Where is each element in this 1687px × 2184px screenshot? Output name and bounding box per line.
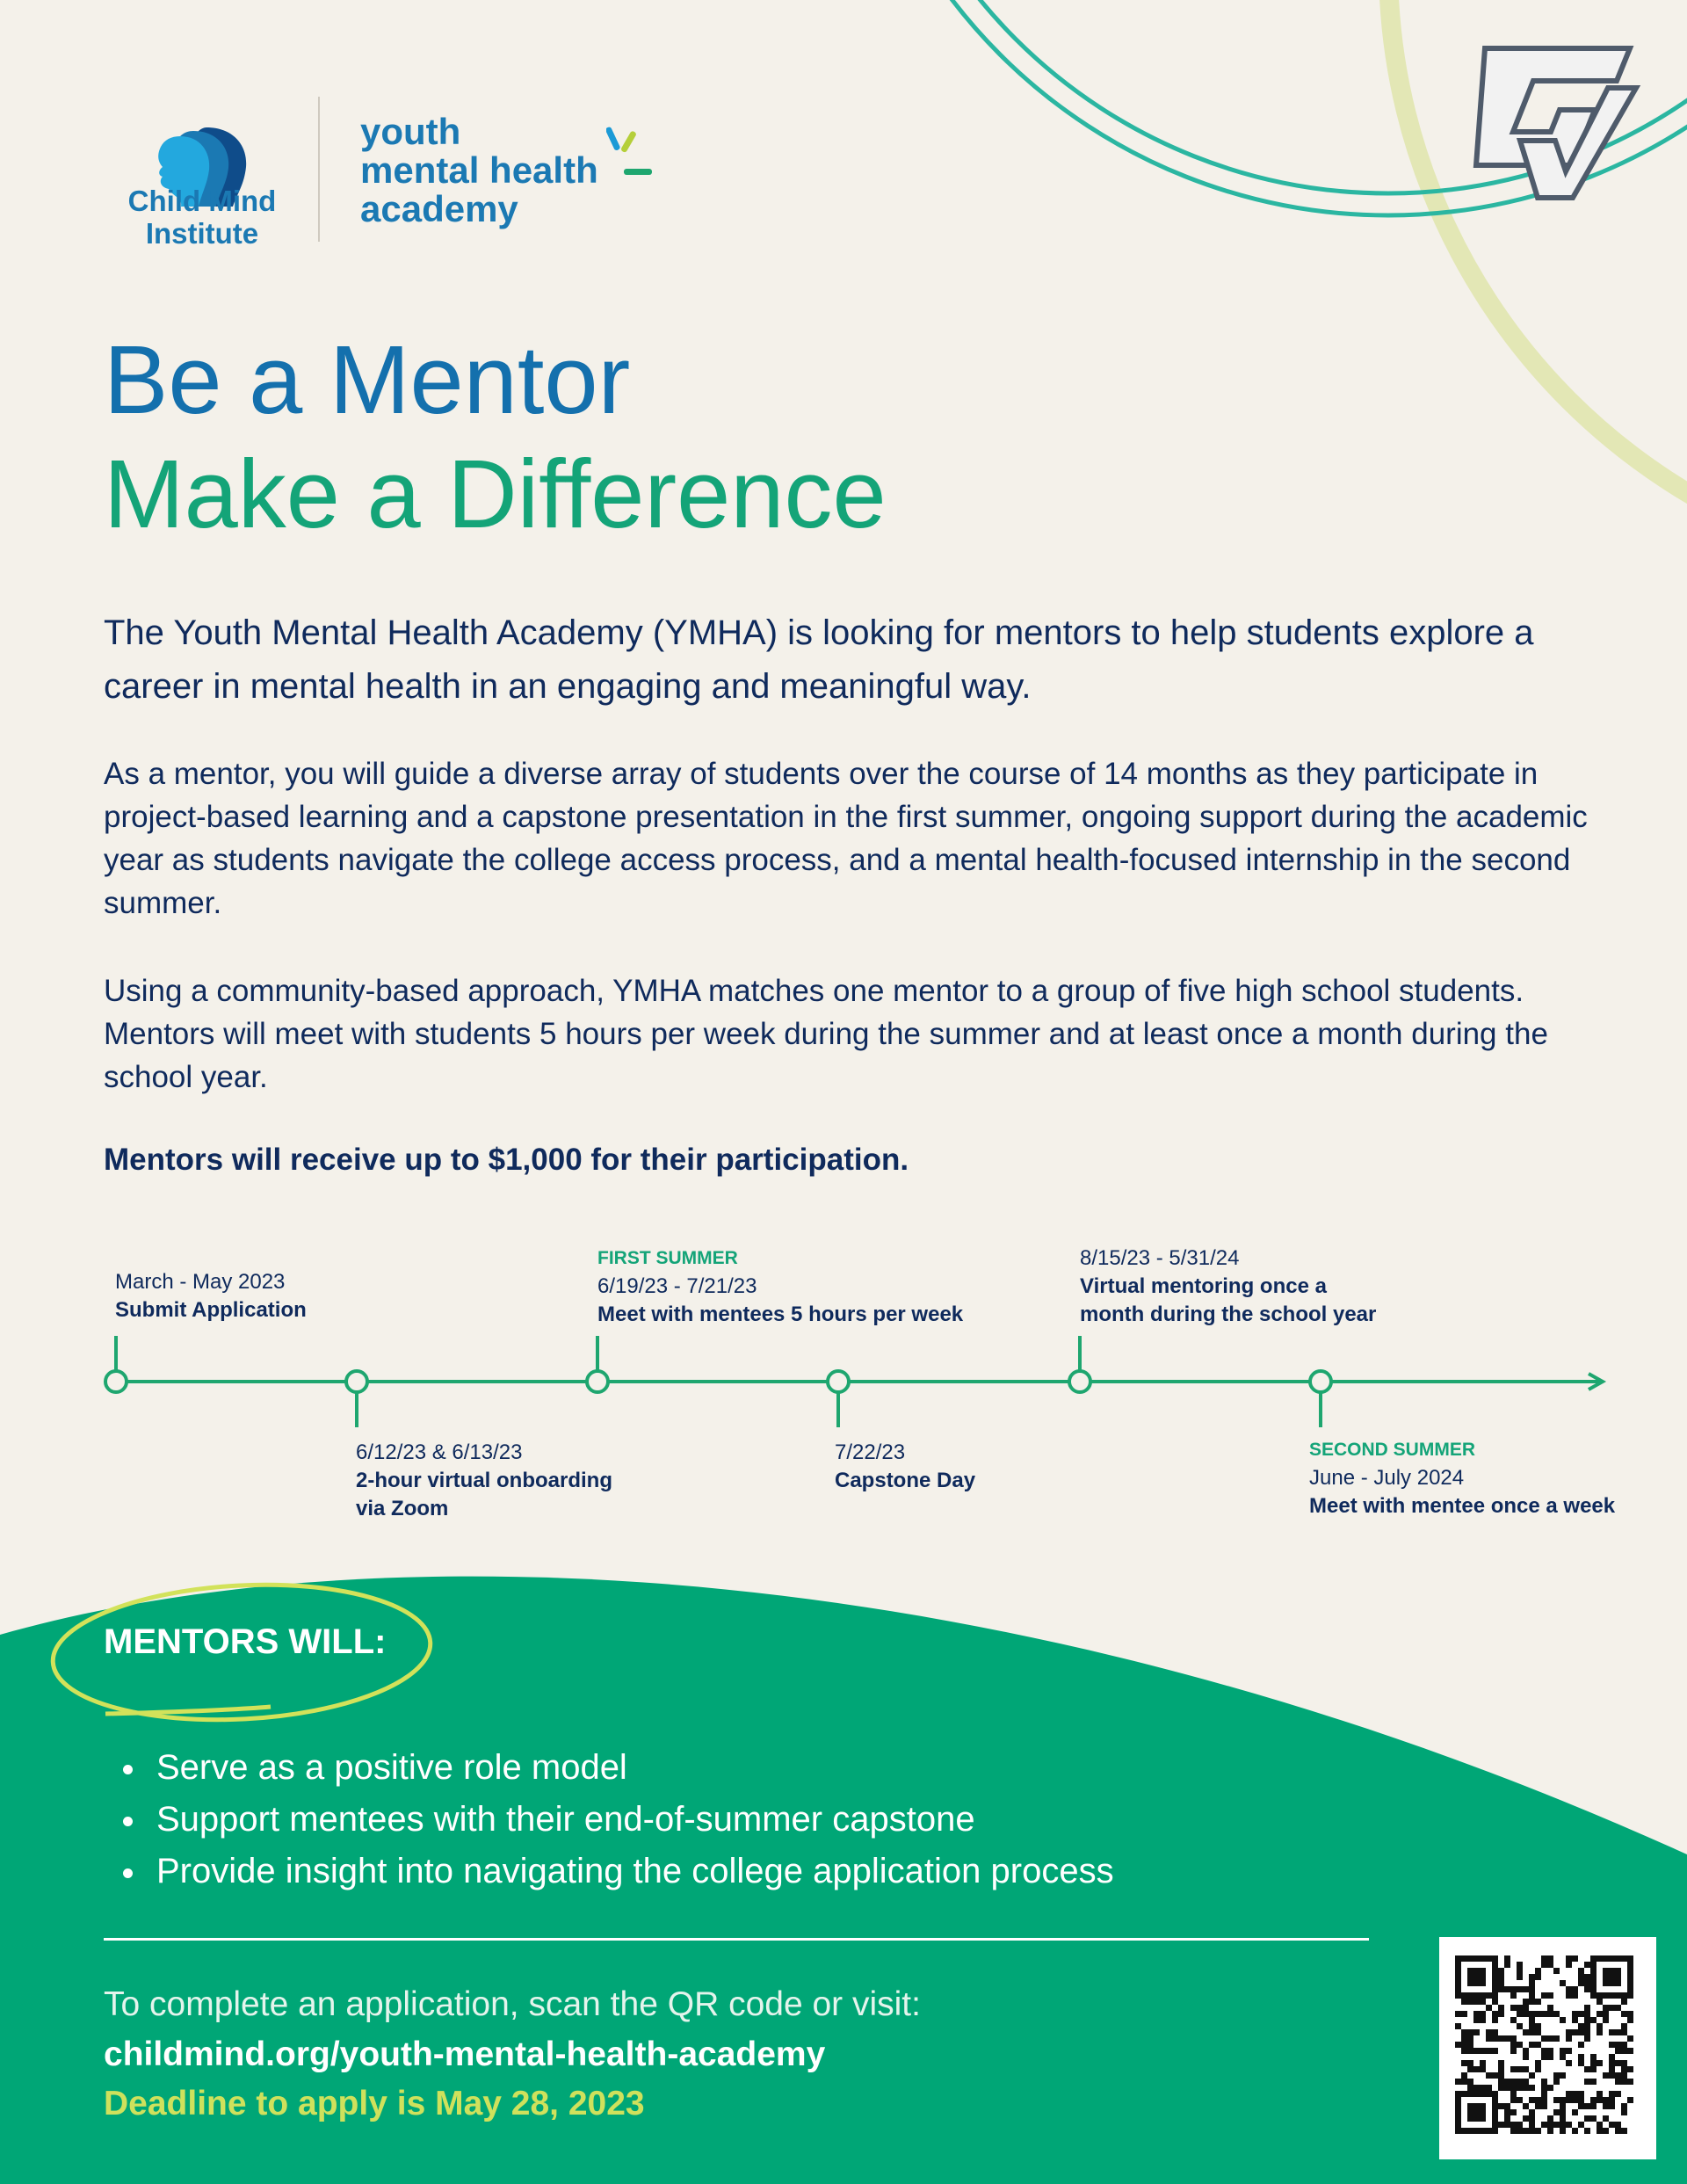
timeline-date: 6/12/23 & 6/13/23 <box>356 1440 523 1464</box>
headline-primary: Be a Mentor <box>104 326 631 434</box>
timeline-date: 7/22/23 <box>835 1440 906 1464</box>
child-mind-institute-wordmark <box>119 185 286 250</box>
payment-note: Mentors will receive up to $1,000 for their participation. <box>104 1143 909 1177</box>
timeline-node <box>105 1371 127 1392</box>
timeline-node <box>346 1371 367 1392</box>
timeline-date: March - May 2023 <box>115 1270 286 1294</box>
timeline-tag: FIRST SUMMER <box>597 1248 738 1268</box>
list-item: Support mentees with their end-of-summer capstone <box>114 1794 1114 1846</box>
timeline-date: 8/15/23 - 5/31/24 <box>1080 1246 1240 1270</box>
cta-divider <box>104 1938 1369 1941</box>
timeline-desc: month during the school year <box>1080 1302 1377 1326</box>
ymha-line-1: youth <box>360 111 461 152</box>
timeline-date: June - July 2024 <box>1309 1466 1465 1490</box>
timeline-event-1 <box>115 1268 307 1324</box>
timeline-desc: 2-hour virtual onboarding <box>356 1469 612 1492</box>
timeline-node <box>828 1371 849 1392</box>
timeline-event-4 <box>835 1439 975 1495</box>
mentor-duties-list <box>114 1742 1114 1897</box>
list-item: Serve as a positive role model <box>114 1742 1114 1794</box>
timeline-event-5 <box>1080 1244 1376 1329</box>
ymha-spark-icon <box>606 121 659 183</box>
ymha-wordmark <box>360 112 598 229</box>
headline-secondary: Make a Difference <box>104 440 887 548</box>
timeline-event-3 <box>597 1244 963 1329</box>
timeline-date: 6/19/23 - 7/21/23 <box>597 1274 757 1298</box>
ymha-line-3: academy <box>360 188 518 229</box>
qr-code-icon <box>1439 1937 1656 2159</box>
timeline-tag: SECOND SUMMER <box>1309 1440 1476 1460</box>
timeline-desc: Meet with mentees 5 hours per week <box>597 1302 964 1326</box>
timeline-graphic <box>0 1318 1687 1441</box>
cmi-line-2: Institute <box>145 217 259 250</box>
timeline-desc: via Zoom <box>356 1497 449 1520</box>
intro-text: The Youth Mental Health Academy (YMHA) is looking for mentors to help students explore a career in mental health in an engaging and meaningful way. <box>104 613 1534 706</box>
mentor-description-paragraph: As a mentor, you will guide a diverse array of students over the course of 14 months as they participate in project-based learning and a capstone presentation in the first summer, ongoing support during the academic year as students navigate the college access process, and a mental health-focused internship in the second summer. <box>104 757 1588 920</box>
timeline-event-2 <box>356 1439 612 1523</box>
timeline-desc: Meet with mentee once a week <box>1309 1494 1616 1518</box>
list-item: Provide insight into navigating the college application process <box>114 1846 1114 1897</box>
timeline-desc: Capstone Day <box>835 1469 976 1492</box>
timeline-desc: Virtual mentoring once a <box>1080 1274 1327 1298</box>
logo-divider <box>318 97 320 242</box>
timeline-node <box>587 1371 608 1392</box>
approach-paragraph: Using a community-based approach, YMHA matches one mentor to a group of five high school students. Mentors will meet with students 5 hours per week during the summer and at least once a month during the school year. <box>104 974 1548 1094</box>
cmi-line-1: Child Mind <box>127 185 277 217</box>
cta-instructions: To complete an application, scan the QR code or visit: <box>104 1985 921 2023</box>
timeline-node <box>1069 1371 1090 1392</box>
application-link[interactable]: childmind.org/youth-mental-health-academy <box>104 2035 826 2073</box>
timeline-node <box>1310 1371 1331 1392</box>
timeline-desc: Submit Application <box>115 1298 307 1322</box>
deadline-text: Deadline to apply is May 28, 2023 <box>104 2085 645 2122</box>
ymha-line-2: mental health <box>360 149 598 191</box>
qr-code[interactable] <box>1439 1937 1656 2159</box>
timeline-event-6 <box>1309 1436 1615 1520</box>
gv-emblem-icon <box>1476 48 1636 198</box>
mentors-will-heading: MENTORS WILL: <box>104 1622 387 1661</box>
